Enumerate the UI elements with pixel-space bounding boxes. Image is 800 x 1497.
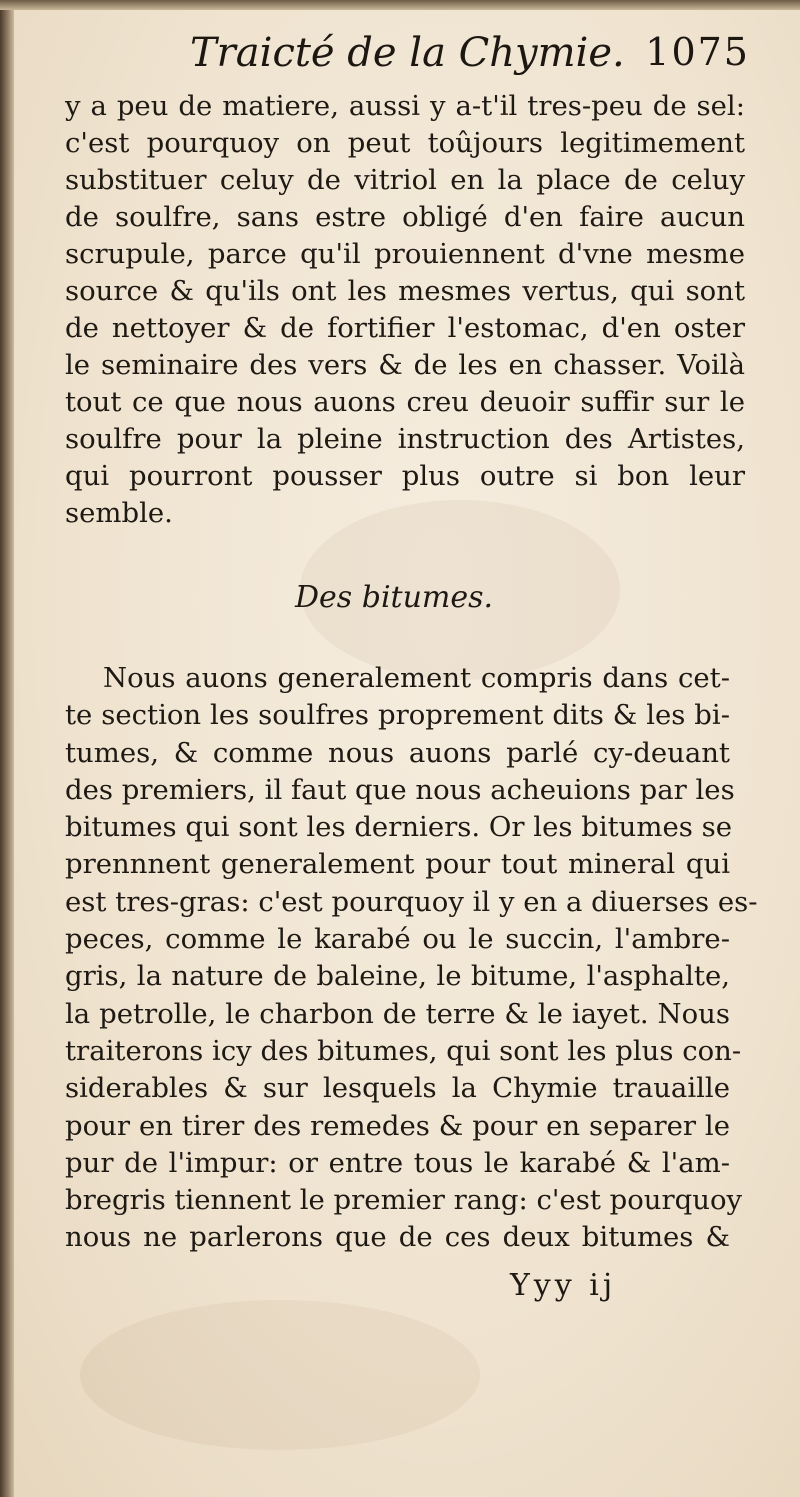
text-line: gris, la nature de baleine, le bitume, l'asphalte, xyxy=(65,960,730,993)
text-line: est tres-gras: c'est pourquoy il y en a diuerses es- xyxy=(65,885,758,918)
text-line: bregris tiennent le premier rang: c'est pourquoy xyxy=(65,1184,743,1217)
text-line: des premiers, il faut que nous acheuions par les xyxy=(65,773,735,806)
text-line: te section les soulfres proprement dits & les bi- xyxy=(65,699,730,732)
text-line: scrupule, parce qu'il prouiennent d'vne mesme xyxy=(65,238,745,270)
page-top-edge xyxy=(0,0,800,10)
text-line: traiterons icy des bitumes, qui sont les plus con- xyxy=(65,1034,742,1067)
text-line: la petrolle, le charbon de terre & le iayet. Nous xyxy=(65,997,730,1030)
text-line: le seminaire des vers & de les en chasser. Voilà xyxy=(65,349,745,381)
text-line: source & qu'ils ont les mesmes vertus, qui sont xyxy=(65,275,745,307)
paper-stain xyxy=(80,1300,480,1450)
text-line: qui pourront pousser plus outre si bon leur xyxy=(65,460,745,492)
text-line: de nettoyer & de fortifier l'estomac, d'en oster xyxy=(65,312,745,344)
text-line: soulfre pour la pleine instruction des Artistes, xyxy=(65,423,745,455)
text-line: tout ce que nous auons creu deuoir suffir sur le xyxy=(65,386,745,418)
paragraph-bitumes xyxy=(65,660,758,1257)
page-number: 1075 xyxy=(645,30,750,74)
text-line: pur de l'impur: or entre tous le karabé & l'am- xyxy=(65,1146,730,1179)
text-line: siderables & sur lesquels la Chymie trauaille xyxy=(65,1072,730,1105)
text-line: nous ne parlerons que de ces deux bitumes & xyxy=(65,1221,730,1254)
text-line: semble. xyxy=(65,497,173,529)
signature-mark: Yyy ij xyxy=(510,1268,617,1303)
running-head xyxy=(190,30,750,90)
section-heading: Des bitumes. xyxy=(295,580,494,615)
text-line: tumes, & comme nous auons parlé cy-deuant xyxy=(65,736,730,769)
paragraph-sulfur-conclusion xyxy=(65,88,745,532)
text-line: c'est pourquoy on peut toûjours legitimement xyxy=(65,127,745,159)
running-title: Traicté de la Chymie. xyxy=(190,30,625,76)
text-line: pour en tirer des remedes & pour en separer le xyxy=(65,1109,730,1142)
text-line: bitumes qui sont les derniers. Or les bitumes se xyxy=(65,811,732,844)
text-line: peces, comme le karabé ou le succin, l'ambre- xyxy=(65,923,730,956)
book-spine-edge xyxy=(0,0,14,1497)
text-line: de soulfre, sans estre obligé d'en faire aucun xyxy=(65,201,745,233)
text-line: substituer celuy de vitriol en la place de celuy xyxy=(65,164,745,196)
text-line: y a peu de matiere, aussi y a-t'il tres-peu de sel: xyxy=(65,90,745,122)
text-line: Nous auons generalement compris dans cet- xyxy=(103,662,730,694)
text-line: prennnent generalement pour tout mineral qui xyxy=(65,848,730,881)
